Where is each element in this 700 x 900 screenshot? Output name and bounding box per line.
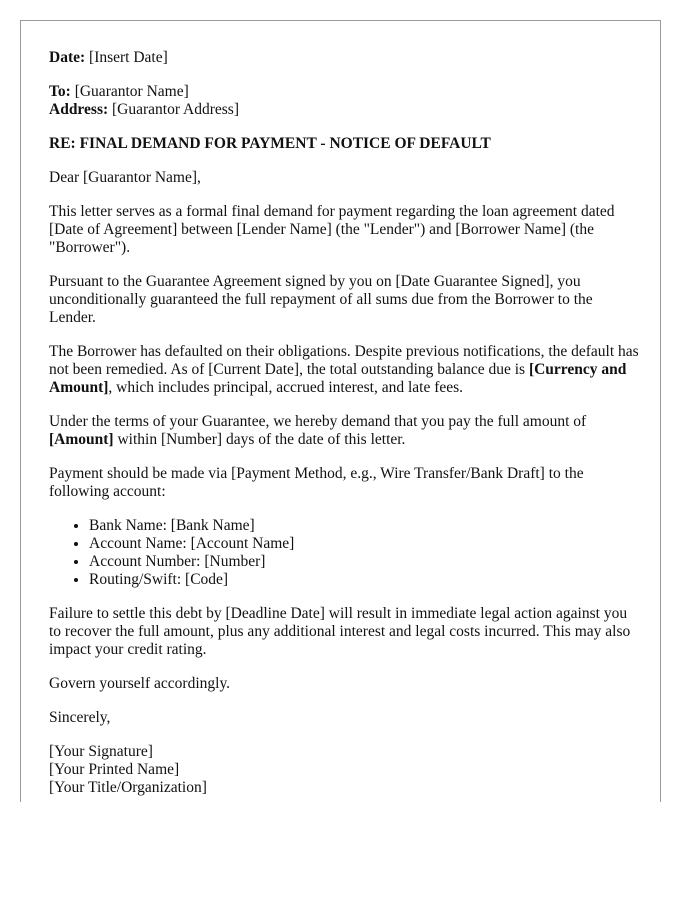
printed-name-line: [Your Printed Name] bbox=[49, 761, 180, 778]
address-line bbox=[49, 101, 640, 119]
salutation: Dear [Guarantor Name], bbox=[49, 169, 201, 186]
signature-block bbox=[49, 743, 640, 797]
address-value: [Guarantor Address] bbox=[112, 101, 239, 118]
account-details-list bbox=[49, 517, 640, 589]
date-label: Date: bbox=[49, 49, 86, 66]
recipient-block bbox=[49, 83, 640, 119]
list-item-account-name: • Account Name: [Account Name] bbox=[89, 535, 640, 553]
paragraph-demand bbox=[49, 413, 640, 449]
currency-amount: [Currency and Amount] bbox=[49, 361, 627, 396]
date-line bbox=[49, 49, 640, 67]
paragraph-govern: Govern yourself accordingly. bbox=[49, 675, 231, 692]
list-item-account-number: • Account Number: [Number] bbox=[89, 553, 640, 571]
default-text-end: , which includes principal, accrued interest, and late fees. bbox=[108, 379, 464, 396]
date-value: [Insert Date] bbox=[89, 49, 168, 66]
default-text-start: The Borrower has defaulted on their obligations. Despite previous notifications, the default has not been remedied. As of [Current Date], the total outstanding balance due is bbox=[49, 343, 639, 378]
paragraph-guarantee: Pursuant to the Guarantee Agreement signed by you on [Date Guarantee Signed], you unconditionally guaranteed the full repayment of all sums due from the Borrower to the Lender. bbox=[49, 273, 593, 326]
subject-line: RE: FINAL DEMAND FOR PAYMENT - NOTICE OF DEFAULT bbox=[49, 135, 491, 152]
list-item-bank-name: • Bank Name: [Bank Name] bbox=[89, 517, 640, 535]
list-item-routing-swift: • Routing/Swift: [Code] bbox=[89, 571, 640, 589]
paragraph-loan-agreement: This letter serves as a formal final demand for payment regarding the loan agreement dated [Date of Agreement] between [Lender Name] (the "Lender") and [Borrower Name] (the "Borrower"). bbox=[49, 203, 615, 256]
to-label: To: bbox=[49, 83, 71, 100]
demand-text-end: within [Number] days of the date of this letter. bbox=[113, 431, 406, 448]
demand-amount: [Amount] bbox=[49, 431, 114, 448]
paragraph-payment-method: Payment should be made via [Payment Method, e.g., Wire Transfer/Bank Draft] to the following account: bbox=[49, 465, 584, 500]
address-label: Address: bbox=[49, 101, 109, 118]
to-line bbox=[49, 83, 640, 101]
paragraph-consequences: Failure to settle this debt by [Deadline Date] will result in immediate legal action against you to recover the full amount, plus any additional interest and legal costs incurred. This may also impact your credit rating. bbox=[49, 605, 631, 658]
to-value: [Guarantor Name] bbox=[74, 83, 189, 100]
demand-text-start: Under the terms of your Guarantee, we hereby demand that you pay the full amount of bbox=[49, 413, 587, 430]
title-org-line: [Your Title/Organization] bbox=[49, 779, 207, 796]
sign-off: Sincerely, bbox=[49, 709, 111, 726]
signature-line: [Your Signature] bbox=[49, 743, 153, 760]
paragraph-default bbox=[49, 343, 640, 397]
letter-page bbox=[20, 20, 661, 802]
